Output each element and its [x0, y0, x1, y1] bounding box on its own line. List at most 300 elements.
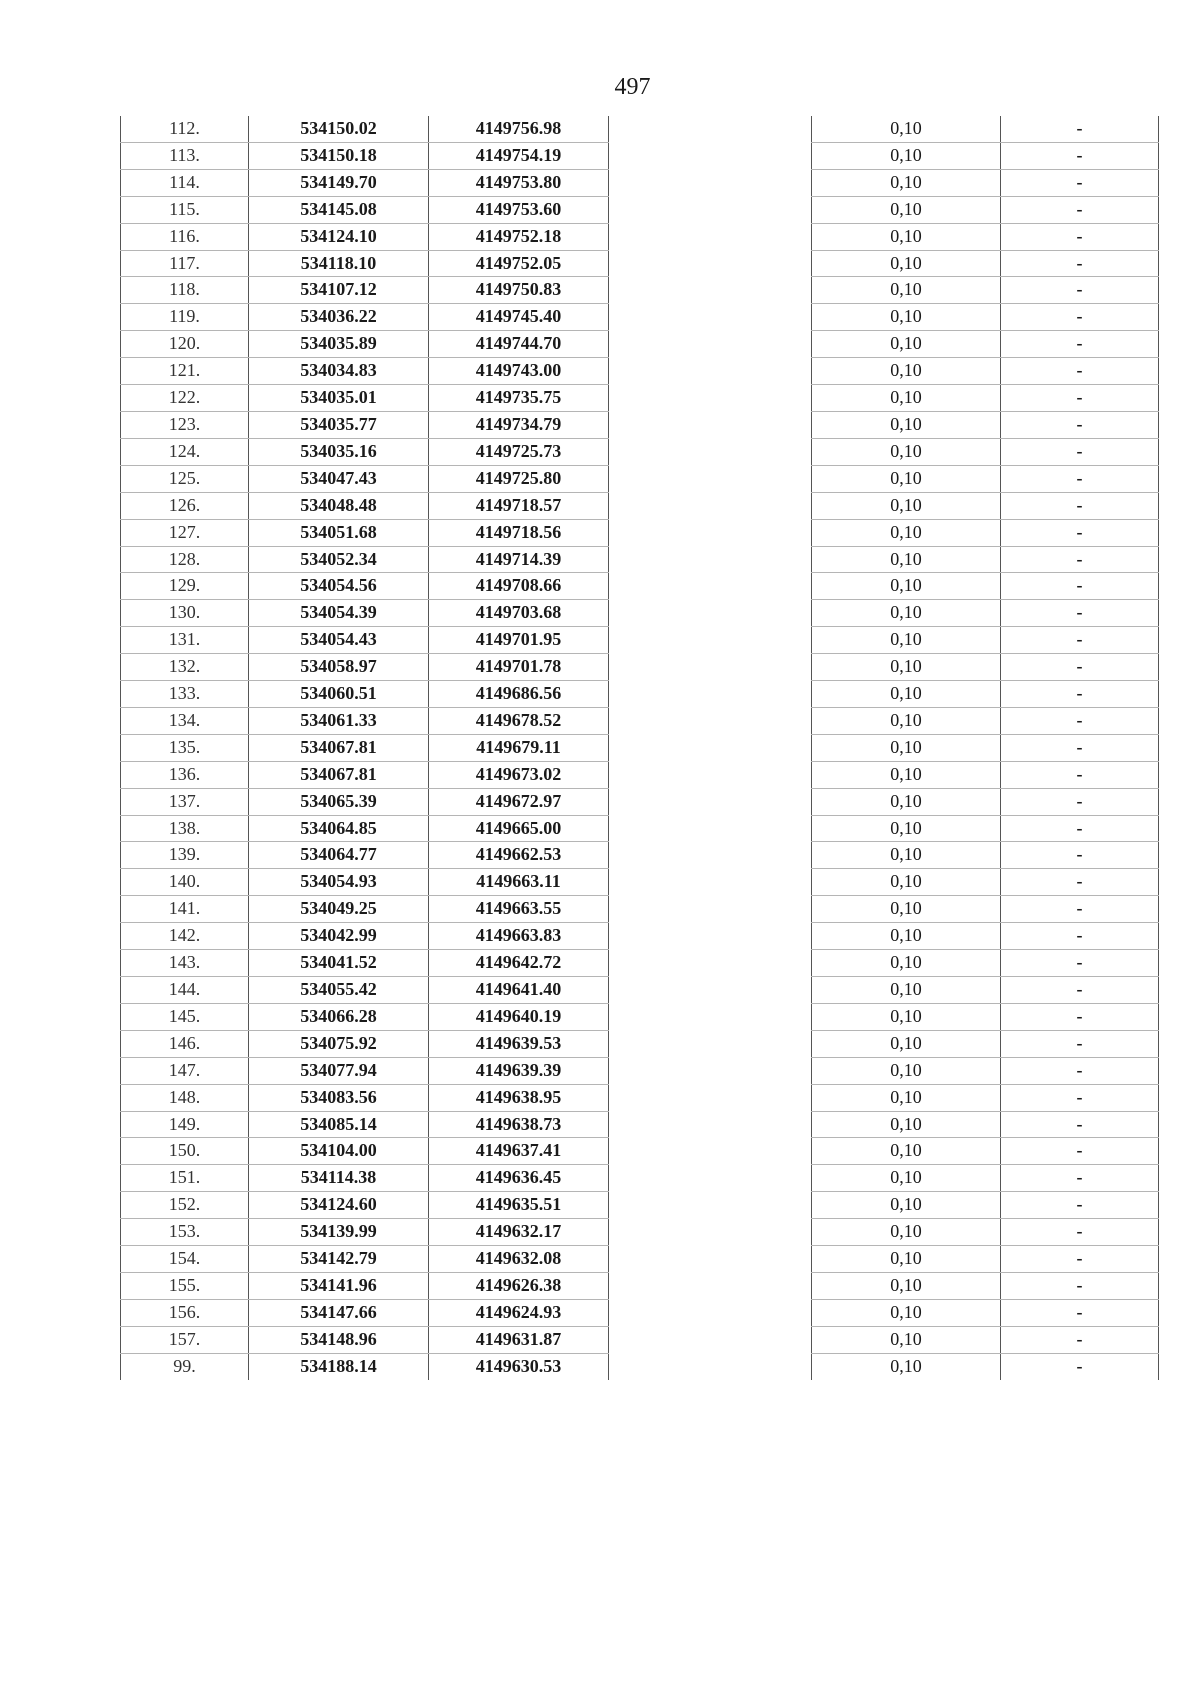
tolerance-value: 0,10 [812, 250, 1001, 277]
point-number: 126. [121, 492, 249, 519]
dash-cell: - [1001, 1003, 1159, 1030]
coordinate-y: 4149638.95 [429, 1084, 609, 1111]
coordinate-y: 4149638.73 [429, 1111, 609, 1138]
tolerance-value: 0,10 [812, 707, 1001, 734]
table-row [121, 1057, 609, 1084]
table-row [812, 707, 1159, 734]
point-number: 137. [121, 788, 249, 815]
point-number: 99. [173, 1355, 196, 1376]
coordinate-x: 534107.12 [249, 277, 429, 304]
dash-cell: - [1001, 385, 1159, 412]
table-row [121, 734, 609, 761]
coordinate-y: 4149642.72 [429, 950, 609, 977]
point-number: 120. [121, 331, 249, 358]
dash-cell: - [1001, 304, 1159, 331]
tolerance-value: 0,10 [812, 385, 1001, 412]
tolerance-value: 0,10 [812, 842, 1001, 869]
table-row [812, 1003, 1159, 1030]
coordinate-y: 4149624.93 [429, 1299, 609, 1326]
tolerance-value: 0,10 [812, 1326, 1001, 1353]
table-row [121, 411, 609, 438]
table-row [812, 842, 1159, 869]
table-row [812, 385, 1159, 412]
point-number: 148. [121, 1084, 249, 1111]
coordinate-x: 534147.66 [249, 1299, 429, 1326]
coordinate-y: 4149718.57 [429, 492, 609, 519]
table-row [812, 923, 1159, 950]
coordinate-x: 534067.81 [249, 734, 429, 761]
tolerance-value: 0,10 [812, 977, 1001, 1004]
coordinate-y: 4149701.78 [429, 654, 609, 681]
coordinate-x: 534052.34 [249, 546, 429, 573]
table-row [121, 707, 609, 734]
table-row [812, 331, 1159, 358]
dash-cell: - [1001, 492, 1159, 519]
table-row [121, 842, 609, 869]
table-row [121, 546, 609, 573]
point-number: 143. [121, 950, 249, 977]
dash-cell: - [1001, 627, 1159, 654]
table-row [121, 815, 609, 842]
tolerance-value: 0,10 [812, 277, 1001, 304]
tolerance-value: 0,10 [812, 761, 1001, 788]
tolerance-value: 0,10 [890, 1355, 922, 1376]
coordinate-y: 4149735.75 [429, 385, 609, 412]
dash-cell: - [1001, 707, 1159, 734]
tolerance-value: 0,10 [812, 438, 1001, 465]
table-row [812, 142, 1159, 169]
coordinate-y: 4149673.02 [429, 761, 609, 788]
dash-cell: - [1001, 169, 1159, 196]
table-row [121, 492, 609, 519]
coordinate-y: 4149725.80 [429, 465, 609, 492]
table-row [121, 1219, 609, 1246]
table-row [812, 519, 1159, 546]
point-number: 115. [121, 196, 249, 223]
tolerance-value: 0,10 [812, 1192, 1001, 1219]
table-row [121, 1111, 609, 1138]
table-row [812, 896, 1159, 923]
coordinate-x: 534060.51 [249, 681, 429, 708]
tolerance-value: 0,10 [812, 116, 1001, 142]
coordinate-x: 534048.48 [249, 492, 429, 519]
tolerance-value: 0,10 [812, 734, 1001, 761]
table-row [121, 923, 609, 950]
coordinate-x: 534054.56 [249, 573, 429, 600]
point-number: 136. [121, 761, 249, 788]
dash-cell: - [1001, 600, 1159, 627]
coordinate-x: 534150.02 [249, 116, 429, 142]
table-row [812, 465, 1159, 492]
coordinate-y: 4149743.00 [429, 358, 609, 385]
point-number: 152. [121, 1192, 249, 1219]
dash-cell: - [1001, 1299, 1159, 1326]
tolerance-value: 0,10 [812, 788, 1001, 815]
coordinate-y: 4149679.11 [429, 734, 609, 761]
point-number: 150. [121, 1138, 249, 1165]
dash-cell: - [1001, 358, 1159, 385]
coordinates-table [120, 116, 609, 1380]
table-row [812, 223, 1159, 250]
coordinate-y: 4149752.18 [429, 223, 609, 250]
tolerance-value: 0,10 [812, 142, 1001, 169]
table-row [121, 465, 609, 492]
coordinate-y: 4149753.80 [429, 169, 609, 196]
coordinate-x: 534066.28 [249, 1003, 429, 1030]
table-row [121, 573, 609, 600]
dash-cell: - [1001, 438, 1159, 465]
dash-cell: - [1001, 1192, 1159, 1219]
table-row [121, 681, 609, 708]
coordinate-x: 534149.70 [249, 169, 429, 196]
table-row [812, 1246, 1159, 1273]
tolerance-table-body [812, 116, 1159, 1380]
point-number: 123. [121, 411, 249, 438]
coordinate-x: 534055.42 [249, 977, 429, 1004]
dash-cell: - [1001, 1219, 1159, 1246]
coordinate-y: 4149753.60 [429, 196, 609, 223]
table-row [812, 600, 1159, 627]
tolerance-value: 0,10 [812, 815, 1001, 842]
dash-cell: - [1001, 1326, 1159, 1353]
table-row [812, 788, 1159, 815]
table-row [812, 411, 1159, 438]
table-row [812, 492, 1159, 519]
coordinate-y: 4149744.70 [429, 331, 609, 358]
tolerance-value: 0,10 [812, 1084, 1001, 1111]
point-number: 157. [121, 1326, 249, 1353]
coordinate-y: 4149678.52 [429, 707, 609, 734]
tolerance-value: 0,10 [812, 1165, 1001, 1192]
coordinate-x: 534145.08 [249, 196, 429, 223]
coordinate-x: 534064.77 [249, 842, 429, 869]
coordinate-y: 4149663.11 [429, 869, 609, 896]
coordinate-x: 534083.56 [249, 1084, 429, 1111]
point-number: 144. [121, 977, 249, 1004]
coordinate-x: 534047.43 [249, 465, 429, 492]
coordinate-y: 4149718.56 [429, 519, 609, 546]
coordinate-y: 4149632.08 [429, 1246, 609, 1273]
coordinate-y: 4149636.45 [429, 1165, 609, 1192]
table-row [812, 1057, 1159, 1084]
coordinate-x: 534035.16 [249, 438, 429, 465]
coordinate-y: 4149672.97 [429, 788, 609, 815]
table-row [812, 1299, 1159, 1326]
point-number: 124. [121, 438, 249, 465]
point-number: 129. [121, 573, 249, 600]
coordinate-y: 4149703.68 [429, 600, 609, 627]
point-number: 156. [121, 1299, 249, 1326]
point-number: 118. [121, 277, 249, 304]
tolerance-value: 0,10 [812, 600, 1001, 627]
dash-cell: - [1001, 1138, 1159, 1165]
coordinate-x: 534035.77 [249, 411, 429, 438]
dash-cell: - [1001, 573, 1159, 600]
point-number: 146. [121, 1030, 249, 1057]
dash-cell: - [1001, 142, 1159, 169]
point-number: 151. [121, 1165, 249, 1192]
table-row [812, 734, 1159, 761]
coordinate-x: 534061.33 [249, 707, 429, 734]
point-number: 121. [121, 358, 249, 385]
tolerance-value: 0,10 [812, 358, 1001, 385]
table-row [812, 681, 1159, 708]
table-row [121, 1192, 609, 1219]
dash-cell: - [1001, 331, 1159, 358]
tolerance-value: 0,10 [812, 627, 1001, 654]
tolerance-value: 0,10 [812, 1138, 1001, 1165]
coordinate-x: 534041.52 [249, 950, 429, 977]
coordinate-x: 534141.96 [249, 1272, 429, 1299]
table-row [812, 196, 1159, 223]
coordinate-y: 4149756.98 [429, 116, 609, 142]
coordinate-y: 4149734.79 [429, 411, 609, 438]
point-number: 117. [121, 250, 249, 277]
tolerance-value: 0,10 [812, 465, 1001, 492]
table-row [812, 761, 1159, 788]
point-number: 125. [121, 465, 249, 492]
tolerance-value: 0,10 [812, 1003, 1001, 1030]
coordinate-y: 4149626.38 [429, 1272, 609, 1299]
dash-cell: - [1001, 815, 1159, 842]
tolerance-value: 0,10 [812, 1299, 1001, 1326]
point-number: 155. [121, 1272, 249, 1299]
coordinate-y: 4149640.19 [429, 1003, 609, 1030]
table-row [812, 116, 1159, 142]
coordinates-table-body [121, 116, 609, 1380]
dash-cell: - [1001, 654, 1159, 681]
coordinate-y: 4149662.53 [429, 842, 609, 869]
tolerance-value: 0,10 [812, 1272, 1001, 1299]
coordinate-x: 534054.39 [249, 600, 429, 627]
table-row [121, 788, 609, 815]
tolerance-value: 0,10 [812, 896, 1001, 923]
table-row [121, 519, 609, 546]
tolerance-value: 0,10 [812, 573, 1001, 600]
coordinate-y: 4149701.95 [429, 627, 609, 654]
point-number: 141. [121, 896, 249, 923]
coordinate-x: 534085.14 [249, 1111, 429, 1138]
tolerance-value: 0,10 [812, 1057, 1001, 1084]
coordinate-x: 534042.99 [249, 923, 429, 950]
tolerance-value: 0,10 [812, 1030, 1001, 1057]
point-number: 116. [121, 223, 249, 250]
table-row [121, 977, 609, 1004]
tolerance-value: 0,10 [812, 304, 1001, 331]
coordinate-x: 534118.10 [249, 250, 429, 277]
point-number: 132. [121, 654, 249, 681]
point-number: 138. [121, 815, 249, 842]
coordinate-x: 534075.92 [249, 1030, 429, 1057]
dash-cell: - [1001, 1084, 1159, 1111]
point-number: 149. [121, 1111, 249, 1138]
dash-cell: - [1001, 411, 1159, 438]
point-number: 119. [121, 304, 249, 331]
coordinate-x: 534114.38 [249, 1165, 429, 1192]
point-number: 133. [121, 681, 249, 708]
dash-cell: - [1001, 869, 1159, 896]
table-row [121, 116, 609, 142]
tolerance-value: 0,10 [812, 223, 1001, 250]
table-row [121, 869, 609, 896]
coordinate-x: 534104.00 [249, 1138, 429, 1165]
table-row [121, 950, 609, 977]
point-number: 127. [121, 519, 249, 546]
coordinate-y: 4149639.53 [429, 1030, 609, 1057]
dash-cell: - [1001, 734, 1159, 761]
coordinate-y: 4149750.83 [429, 277, 609, 304]
tolerance-value: 0,10 [812, 1246, 1001, 1273]
table-row [121, 304, 609, 331]
table-row [121, 223, 609, 250]
table-row [121, 896, 609, 923]
table-row [121, 1138, 609, 1165]
tolerance-value: 0,10 [812, 681, 1001, 708]
point-number: 112. [121, 116, 249, 142]
coordinate-y: 4149754.19 [429, 142, 609, 169]
dash-cell: - [1001, 1353, 1159, 1379]
table-row [812, 438, 1159, 465]
point-number: 122. [121, 385, 249, 412]
coordinate-y: 4149663.55 [429, 896, 609, 923]
table-row [121, 1353, 609, 1379]
tolerance-value: 0,10 [812, 869, 1001, 896]
coordinate-y: 4149631.87 [429, 1326, 609, 1353]
table-row [812, 250, 1159, 277]
table-row [812, 1326, 1159, 1353]
dash-cell: - [1001, 1057, 1159, 1084]
coordinate-y: 4149639.39 [429, 1057, 609, 1084]
point-number: 134. [121, 707, 249, 734]
point-number: 140. [121, 869, 249, 896]
table-row [812, 358, 1159, 385]
coordinate-x: 534054.43 [249, 627, 429, 654]
point-number: 154. [121, 1246, 249, 1273]
coordinate-y: 4149745.40 [429, 304, 609, 331]
table-row [121, 438, 609, 465]
coordinate-y: 4149632.17 [429, 1219, 609, 1246]
table-row [121, 169, 609, 196]
point-number: 113. [121, 142, 249, 169]
table-row [812, 869, 1159, 896]
table-row [812, 1084, 1159, 1111]
tolerance-value: 0,10 [812, 196, 1001, 223]
dash-cell: - [1001, 1272, 1159, 1299]
tolerance-value: 0,10 [812, 1219, 1001, 1246]
table-row [121, 1003, 609, 1030]
tolerance-value: 0,10 [812, 654, 1001, 681]
table-row [121, 627, 609, 654]
table-row [812, 1030, 1159, 1057]
dash-cell: - [1001, 196, 1159, 223]
table-row [812, 1111, 1159, 1138]
coordinate-x: 534124.60 [249, 1192, 429, 1219]
coordinate-y: 4149665.00 [429, 815, 609, 842]
table-row [121, 358, 609, 385]
dash-cell: - [1001, 896, 1159, 923]
dash-cell: - [1001, 546, 1159, 573]
coordinate-x: 534035.01 [249, 385, 429, 412]
table-row [121, 1272, 609, 1299]
dash-cell: - [1001, 277, 1159, 304]
coordinate-x: 534064.85 [249, 815, 429, 842]
coordinate-x: 534049.25 [249, 896, 429, 923]
table-row [812, 1219, 1159, 1246]
table-row [121, 1084, 609, 1111]
dash-cell: - [1001, 1246, 1159, 1273]
table-row [812, 950, 1159, 977]
tolerance-table [811, 116, 1159, 1380]
dash-cell: - [1001, 116, 1159, 142]
coordinate-y: 4149635.51 [429, 1192, 609, 1219]
dash-cell: - [1001, 788, 1159, 815]
coordinate-x: 534067.81 [249, 761, 429, 788]
point-number: 142. [121, 923, 249, 950]
point-number: 130. [121, 600, 249, 627]
table-row [812, 277, 1159, 304]
coordinate-x: 534077.94 [249, 1057, 429, 1084]
coordinate-x: 534148.96 [249, 1326, 429, 1353]
dash-cell: - [1001, 465, 1159, 492]
table-row [121, 1165, 609, 1192]
point-number: 145. [121, 1003, 249, 1030]
coordinate-y: 4149641.40 [429, 977, 609, 1004]
dash-cell: - [1001, 842, 1159, 869]
tolerance-value: 0,10 [812, 923, 1001, 950]
table-row [121, 385, 609, 412]
point-number: 135. [121, 734, 249, 761]
table-row [812, 1192, 1159, 1219]
tolerance-value: 0,10 [812, 950, 1001, 977]
dash-cell: - [1001, 1111, 1159, 1138]
table-row [812, 304, 1159, 331]
coordinate-x: 534058.97 [249, 654, 429, 681]
point-number: 128. [121, 546, 249, 573]
table-row [121, 654, 609, 681]
table-row [812, 169, 1159, 196]
table-row [121, 761, 609, 788]
table-row [121, 1326, 609, 1353]
coordinate-y: 4149752.05 [429, 250, 609, 277]
coordinate-x: 534124.10 [249, 223, 429, 250]
table-row [812, 1138, 1159, 1165]
coordinate-y: 4149630.53 [429, 1353, 609, 1379]
coordinate-x: 534034.83 [249, 358, 429, 385]
table-row [812, 654, 1159, 681]
dash-cell: - [1001, 1165, 1159, 1192]
point-number: 139. [121, 842, 249, 869]
coordinate-y: 4149714.39 [429, 546, 609, 573]
table-row [812, 627, 1159, 654]
point-number: 147. [121, 1057, 249, 1084]
table-row [121, 277, 609, 304]
table-row [121, 331, 609, 358]
coordinate-x: 534065.39 [249, 788, 429, 815]
coordinate-x: 534139.99 [249, 1219, 429, 1246]
table-row [812, 977, 1159, 1004]
tolerance-value: 0,10 [812, 169, 1001, 196]
table-row [812, 546, 1159, 573]
coordinate-x: 534036.22 [249, 304, 429, 331]
table-row [121, 600, 609, 627]
point-number: 153. [121, 1219, 249, 1246]
table-row [812, 1272, 1159, 1299]
tolerance-value: 0,10 [812, 492, 1001, 519]
tolerance-value: 0,10 [812, 331, 1001, 358]
dash-cell: - [1001, 950, 1159, 977]
table-row [812, 815, 1159, 842]
table-row [812, 1165, 1159, 1192]
